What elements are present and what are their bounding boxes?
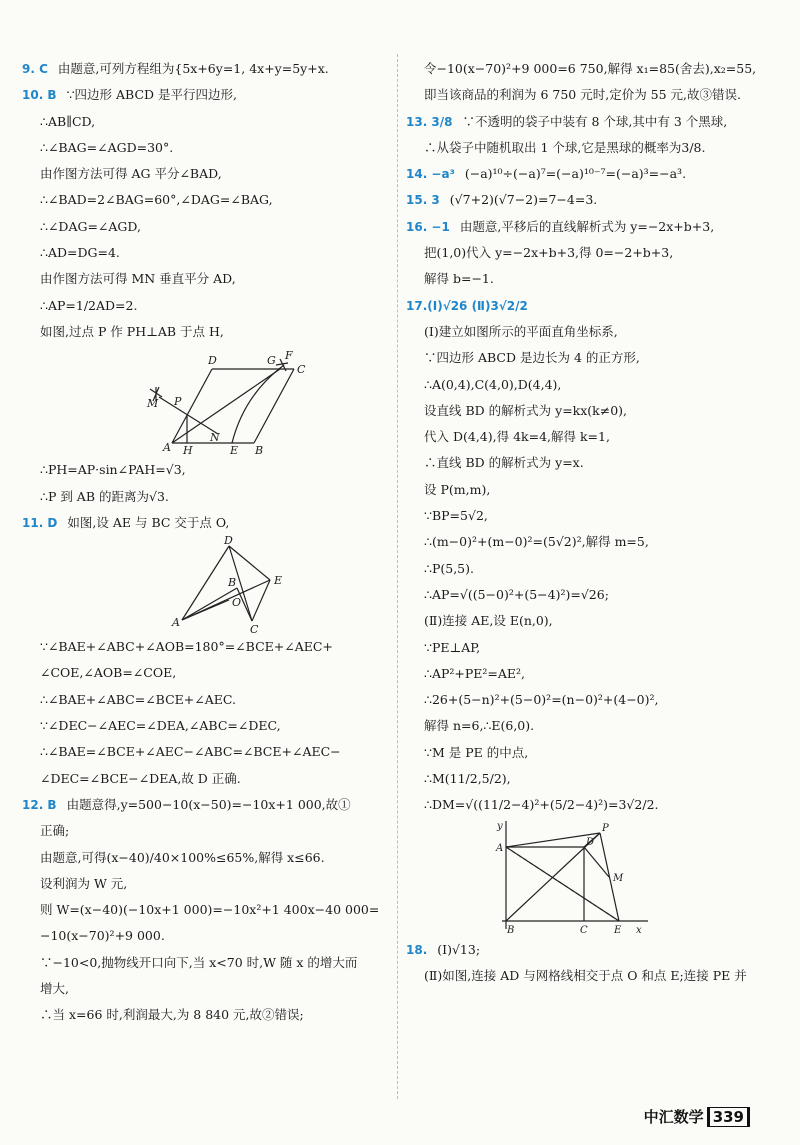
text-line: (Ⅱ)连接 AE,设 E(n,0), — [424, 613, 553, 629]
text-line: 解得 b=−1. — [424, 271, 494, 287]
text-line: ∴AD=DG=4. — [40, 245, 120, 261]
label-O: O — [232, 596, 242, 610]
label-M: M — [147, 397, 159, 411]
text-line: 设 P(m,m), — [424, 481, 491, 497]
text-line: ∵BP=5√2, — [424, 508, 488, 524]
text-line: ∵PE⊥AP, — [424, 639, 481, 655]
text-line: ∴P(5,5). — [424, 560, 474, 576]
text-line: ∴∠BAE=∠BCE+∠AEC−∠ABC=∠BCE+∠AEC− — [40, 744, 341, 760]
text-line: 正确; — [40, 823, 70, 839]
q10-number: 10. B — [22, 88, 57, 103]
q15-text: (√7+2)(√7−2)=7−4=3. — [449, 192, 598, 208]
q9-text: 由题意,可列方程组为{5x+6y=1, 4x+y=5y+x. — [57, 61, 329, 76]
text-line: ∴∠DAG=∠AGD, — [40, 218, 141, 234]
book-title: 中汇数学 — [643, 1108, 704, 1126]
label-A: A — [163, 441, 171, 455]
label-y: y — [497, 820, 503, 832]
text-line: 即当该商品的利润为 6 750 元时,定价为 55 元,故③错误. — [424, 87, 742, 103]
text-line: ∴A(0,4),C(4,0),D(4,4), — [424, 376, 562, 392]
q14-line — [406, 161, 784, 187]
label-M: M — [613, 872, 624, 884]
text-line: ∴AP=1/2AD=2. — [40, 297, 138, 313]
label-B: B — [507, 924, 515, 936]
text-line: 解得 n=6,∴E(6,0). — [424, 718, 535, 734]
label-C: C — [250, 623, 259, 635]
text-line: ∴AB∥CD, — [40, 113, 96, 129]
text-line: ∵四边形 ABCD 是边长为 4 的正方形, — [424, 350, 640, 366]
q18-number: 18. — [406, 942, 428, 957]
q12-text: 由题意得,y=500−10(x−50)=−10x+1 000,故① — [66, 796, 351, 812]
q10-line — [22, 82, 392, 108]
text-line: 设直线 BD 的解析式为 y=kx(k≠0), — [424, 402, 628, 418]
text-line: 设利润为 W 元, — [40, 875, 128, 891]
text-line: −10(x−70)²+9 000. — [40, 928, 165, 944]
q17-number: 17.(Ⅰ)√26 (Ⅱ)3√2/2 — [406, 298, 528, 313]
text-line: (Ⅰ)建立如图所示的平面直角坐标系, — [424, 323, 618, 339]
label-D: D — [586, 836, 595, 848]
label-B: B — [255, 444, 264, 458]
figure-q11 — [22, 536, 392, 634]
q15-number: 15. 3 — [406, 193, 440, 208]
text-line: 则 W=(x−40)(−10x+1 000)=−10x²+1 400x−40 000= — [40, 902, 380, 918]
text-line: 代入 D(4,4),得 4k=4,解得 k=1, — [424, 429, 610, 445]
coordinate-diagram — [406, 819, 706, 937]
q18-line — [406, 937, 784, 963]
q16-number: 16. −1 — [406, 219, 450, 234]
q16-line — [406, 214, 784, 240]
text-line: ∵∠BAE+∠ABC+∠AOB=180°=∠BCE+∠AEC+ — [40, 639, 333, 655]
q12-number: 12. B — [22, 797, 57, 812]
q17-line — [406, 293, 784, 319]
label-G: G — [267, 354, 276, 368]
text-line: 令−10(x−70)²+9 000=6 750,解得 x₁=85(舍去),x₂=55, — [424, 61, 757, 76]
q14-number: 14. −a³ — [406, 167, 455, 182]
text-line: ∴M(11/2,5/2), — [424, 771, 511, 787]
label-A: A — [172, 616, 180, 630]
text-line: ∴AP=√((5−0)²+(5−4)²)=√26; — [424, 586, 609, 602]
text-line: (Ⅱ)如图,连接 AD 与网格线相交于点 O 和点 E;连接 PE 并 — [424, 967, 747, 983]
text-line: ∴从袋子中随机取出 1 个球,它是黑球的概率为3/8. — [424, 139, 706, 155]
label-E: E — [230, 444, 239, 458]
left-column — [22, 56, 392, 1029]
q9-line — [22, 56, 392, 82]
text-line: ∴AP²+PE²=AE², — [424, 665, 526, 681]
text-line: 把(1,0)代入 y=−2x+b+3,得 0=−2+b+3, — [424, 245, 674, 261]
page-number: 339 — [707, 1107, 750, 1127]
q11-number: 11. D — [22, 515, 58, 530]
text-line: ∵∠DEC−∠AEC=∠DEA,∠ABC=∠DEC, — [40, 718, 281, 734]
triangle-diagram — [22, 536, 322, 634]
text-line: ∴PH=AP·sin∠PAH=√3, — [40, 462, 186, 478]
label-H: H — [183, 444, 193, 458]
label-F: F — [285, 349, 293, 363]
text-line: 由作图方法可得 MN 垂直平分 AD, — [40, 271, 236, 287]
q16-text: 由题意,平移后的直线解析式为 y=−2x+b+3, — [459, 218, 715, 234]
label-E: E — [274, 574, 283, 588]
text-line: ∴∠BAD=2∠BAG=60°,∠DAG=∠BAG, — [40, 192, 273, 208]
q10-text: ∵四边形 ABCD 是平行四边形, — [66, 87, 237, 103]
text-line: ∴(m−0)²+(m−0)²=(5√2)²,解得 m=5, — [424, 534, 649, 550]
q13-text: ∵不透明的袋子中装有 8 个球,其中有 3 个黑球, — [462, 113, 728, 129]
text-line: 如图,过点 P 作 PH⊥AB 于点 H, — [40, 323, 224, 339]
text-line: ∵M 是 PE 的中点, — [424, 744, 529, 760]
label-D: D — [224, 536, 233, 548]
q12-line — [22, 792, 392, 818]
text-line: ∴DM=√((11/2−4)²+(5/2−4)²)=3√2/2. — [424, 797, 659, 813]
label-D: D — [208, 354, 217, 368]
column-divider — [397, 54, 398, 1099]
figure-q17 — [406, 819, 784, 937]
text-line: ∴当 x=66 时,利润最大,为 8 840 元,故②错误; — [40, 1007, 304, 1023]
text-line: ∴∠BAG=∠AGD=30°. — [40, 139, 174, 155]
label-C: C — [580, 924, 588, 936]
text-line: ∠COE,∠AOB=∠COE, — [40, 665, 177, 681]
q11-text: 如图,设 AE 与 BC 交于点 O, — [67, 514, 230, 530]
text-line: 由题意,可得(x−40)/40×100%≤65%,解得 x≤66. — [40, 849, 325, 865]
page-footer — [644, 1106, 750, 1127]
label-E: E — [614, 924, 622, 936]
label-C: C — [297, 363, 306, 377]
text-line: 增大, — [40, 981, 69, 997]
q9-number: 9. C — [22, 62, 48, 76]
label-A: A — [496, 842, 504, 854]
parallelogram-diagram — [22, 345, 322, 457]
figure-q10 — [22, 345, 392, 457]
text-line: ∵−10<0,抛物线开口向下,当 x<70 时,W 随 x 的增大而 — [40, 954, 358, 970]
q13-line — [406, 109, 784, 135]
q14-text: (−a)¹⁰÷(−a)⁷=(−a)¹⁰⁻⁷=(−a)³=−a³. — [464, 166, 687, 182]
label-N: N — [210, 431, 220, 445]
text-line: ∴P 到 AB 的距离为√3. — [40, 488, 169, 504]
right-column — [406, 56, 784, 989]
text-line: 由作图方法可得 AG 平分∠BAD, — [40, 166, 222, 182]
q18-text: (Ⅰ)√13; — [437, 941, 481, 957]
text-line: ∠DEC=∠BCE−∠DEA,故 D 正确. — [40, 770, 241, 786]
q15-line — [406, 187, 784, 213]
text-line: ∴直线 BD 的解析式为 y=x. — [424, 455, 584, 471]
text-line: ∴26+(5−n)²+(5−0)²=(n−0)²+(4−0)², — [424, 692, 659, 708]
label-P: P — [174, 395, 182, 409]
q11-line — [22, 510, 392, 536]
q13-number: 13. 3/8 — [406, 114, 453, 129]
text-line: ∴∠BAE+∠ABC=∠BCE+∠AEC. — [40, 691, 236, 707]
label-P: P — [602, 822, 609, 834]
label-x: x — [636, 924, 642, 936]
label-B: B — [228, 576, 237, 590]
